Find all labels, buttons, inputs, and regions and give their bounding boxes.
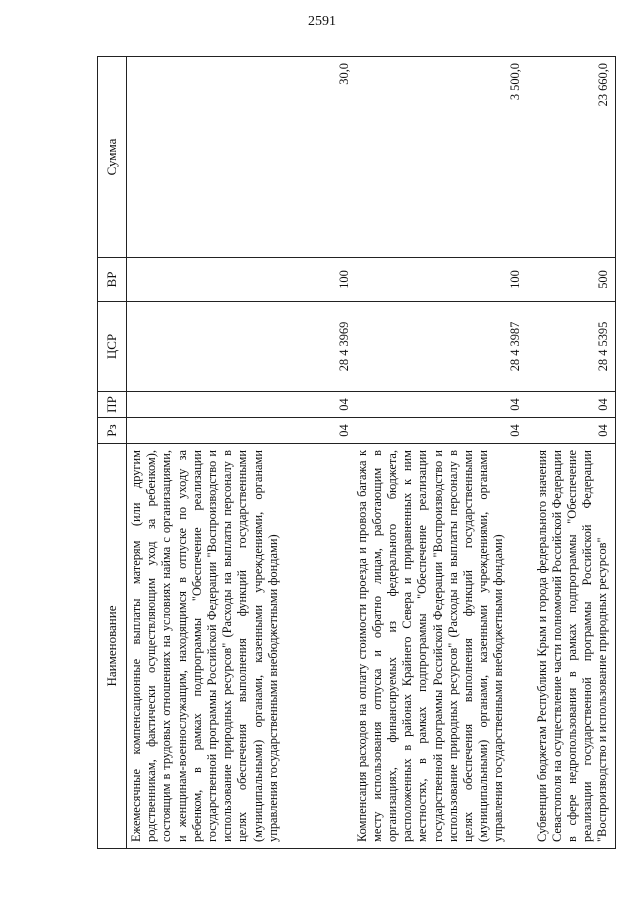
- row-csr: 28 4 5395: [533, 302, 616, 392]
- row-vr: 100: [353, 258, 533, 302]
- row-name: Субвенции бюджетам Республики Крым и города федерального значения Севастополя на осуществление части полномочий Российской Федерации в сфере недропользования в рамках подпрограммы "Обеспечение реализации государственной программы Российской Федерации "Воспроизводство и использование природных ресурсов": [533, 444, 616, 849]
- table-row: [127, 57, 353, 849]
- row-pr: 04: [127, 392, 353, 418]
- row-pr: 04: [353, 392, 533, 418]
- header-sum: Сумма: [98, 57, 127, 258]
- row-rz: 04: [353, 418, 533, 444]
- row-rz: 04: [127, 418, 353, 444]
- header-csr: ЦСР: [98, 302, 127, 392]
- row-pr: 04: [533, 392, 616, 418]
- table-row: [353, 57, 533, 849]
- page-number: 2591: [308, 14, 336, 29]
- row-sum: 23 660,0: [533, 57, 616, 258]
- row-name: Компенсация расходов на оплату стоимости проезда и провоза багажа к месту использования отпуска и обратно лицам, работающим в организациях, финансируемых из федерального бюджета, расположенных в районах Крайнего Севера и приравненных к ним местностях, в рамках подпрограммы "Обеспечение реализации государственной программы Российской Федерации "Воспроизводство и использование природных ресурсов" (Расходы на выплаты персоналу в целях обеспечения выполнения функций государственными (муниципальными) органами, казенными учреждениями, органами управления государственными внебюджетными фондами): [353, 444, 533, 849]
- row-name: Ежемесячные компенсационные выплаты матерям (или другим родственникам, фактически осуществляющим уход за ребенком), состоящим в трудовых отношениях на условиях найма с организациями, и женщинам-военнослужащим, находящимся в отпуске по уходу за ребенком, в рамках подпрограммы "Обеспечение реализации государственной программы Российской Федерации "Воспроизводство и использование природных ресурсов" (Расходы на выплаты персоналу в целях обеспечения выполнения функций государственными (муниципальными) органами, казенными учреждениями, органами управления государственными внебюджетными фондами): [127, 444, 353, 849]
- row-csr: 28 4 3969: [127, 302, 353, 392]
- budget-table-frame: [97, 57, 610, 849]
- row-vr: 500: [533, 258, 616, 302]
- table-row: [533, 57, 616, 849]
- header-rz: Рз: [98, 418, 127, 444]
- row-vr: 100: [127, 258, 353, 302]
- header-vr: ВР: [98, 258, 127, 302]
- row-sum: 30,0: [127, 57, 353, 258]
- header-name: Наименование: [98, 444, 127, 849]
- budget-table: [97, 56, 616, 849]
- table-header-row: [98, 57, 127, 849]
- header-pr: ПР: [98, 392, 127, 418]
- row-rz: 04: [533, 418, 616, 444]
- row-csr: 28 4 3987: [353, 302, 533, 392]
- row-sum: 3 500,0: [353, 57, 533, 258]
